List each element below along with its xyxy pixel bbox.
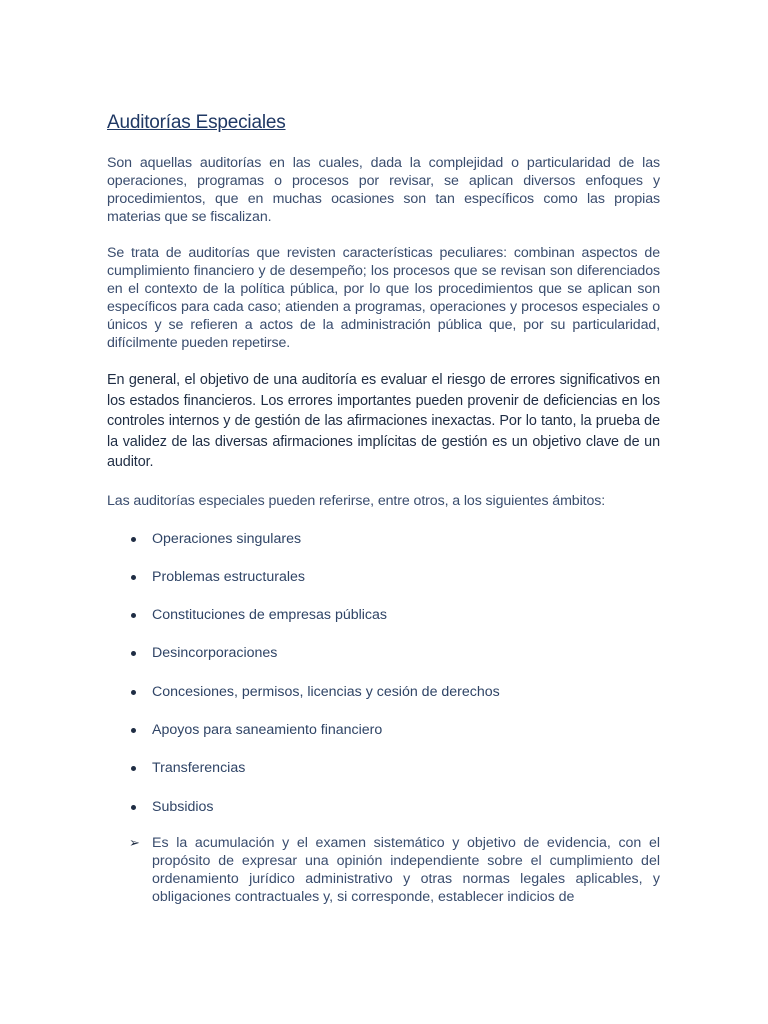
list-item (107, 568, 660, 586)
bullet-icon (131, 575, 136, 580)
bullet-icon (131, 766, 136, 771)
arrow-list-item-text: Es la acumulación y el examen sistemático y objetivo de evidencia, con el propósito de expresar una opinión independiente sobre el cumplimiento del ordenamiento jurídico administrativo y otras normas legales aplicables, y obligaciones contractuales y, si corresponde, establecer indicios de (152, 834, 660, 905)
paragraph-definition: Son aquellas auditorías en las cuales, dada la complejidad o particularidad de las operaciones, programas o procesos por revisar, se aplican diversos enfoques y procedimientos, que en muchas ocasiones son tan específicos como las propias materias que se fiscalizan. (107, 155, 660, 225)
scope-bullet-list (107, 530, 660, 816)
list-item-label: Transferencias (152, 760, 246, 777)
bullet-icon (131, 728, 136, 733)
list-item (107, 644, 660, 662)
list-item (107, 683, 660, 701)
list-item (107, 530, 660, 548)
bullet-icon (131, 690, 136, 695)
bullet-icon (131, 537, 136, 542)
arrow-list-item (107, 834, 660, 906)
list-item (107, 798, 660, 816)
bullet-icon (131, 613, 136, 618)
arrow-bullet-icon: ➢ (129, 834, 140, 850)
paragraph-characteristics: Se trata de auditorías que revisten características peculiares: combinan aspectos de cumplimiento financiero y de desempeño; los procesos que se revisan son diferenciados en el contexto de la política pública, por lo que los procedimientos que se aplican son específicos para cada caso; atienden a programas, operaciones y procesos especiales o únicos y se refieren a actos de la administración pública que, por su particularidad, difícilmente pueden repetirse. (107, 245, 660, 351)
bullet-icon (131, 651, 136, 656)
list-item-label: Desincorporaciones (152, 645, 278, 662)
list-item-label: Apoyos para saneamiento financiero (152, 721, 383, 738)
list-item-label: Subsidios (152, 798, 214, 815)
paragraph-scope-intro: Las auditorías especiales pueden referirse, entre otros, a los siguientes ámbitos: (107, 492, 606, 509)
document-page (107, 112, 660, 906)
list-item-label: Concesiones, permisos, licencias y cesión de derechos (152, 683, 500, 700)
list-item-label: Operaciones singulares (152, 530, 302, 547)
page-title: Auditorías Especiales (107, 112, 286, 133)
bullet-icon (131, 805, 136, 810)
list-item (107, 721, 660, 739)
list-item (107, 759, 660, 777)
list-item-label: Problemas estructurales (152, 568, 305, 585)
paragraph-objective: En general, el objetivo de una auditoría es evaluar el riesgo de errores significativos en los estados financieros. Los errores importantes pueden provenir de deficiencias en los controles internos y de gestión de las afirmaciones inexactas. Por lo tanto, la prueba de la validez de las diversas afirmaciones implícitas de gestión es un objetivo clave de un auditor. (107, 372, 660, 470)
list-item (107, 606, 660, 624)
list-item-label: Constituciones de empresas públicas (152, 607, 388, 624)
